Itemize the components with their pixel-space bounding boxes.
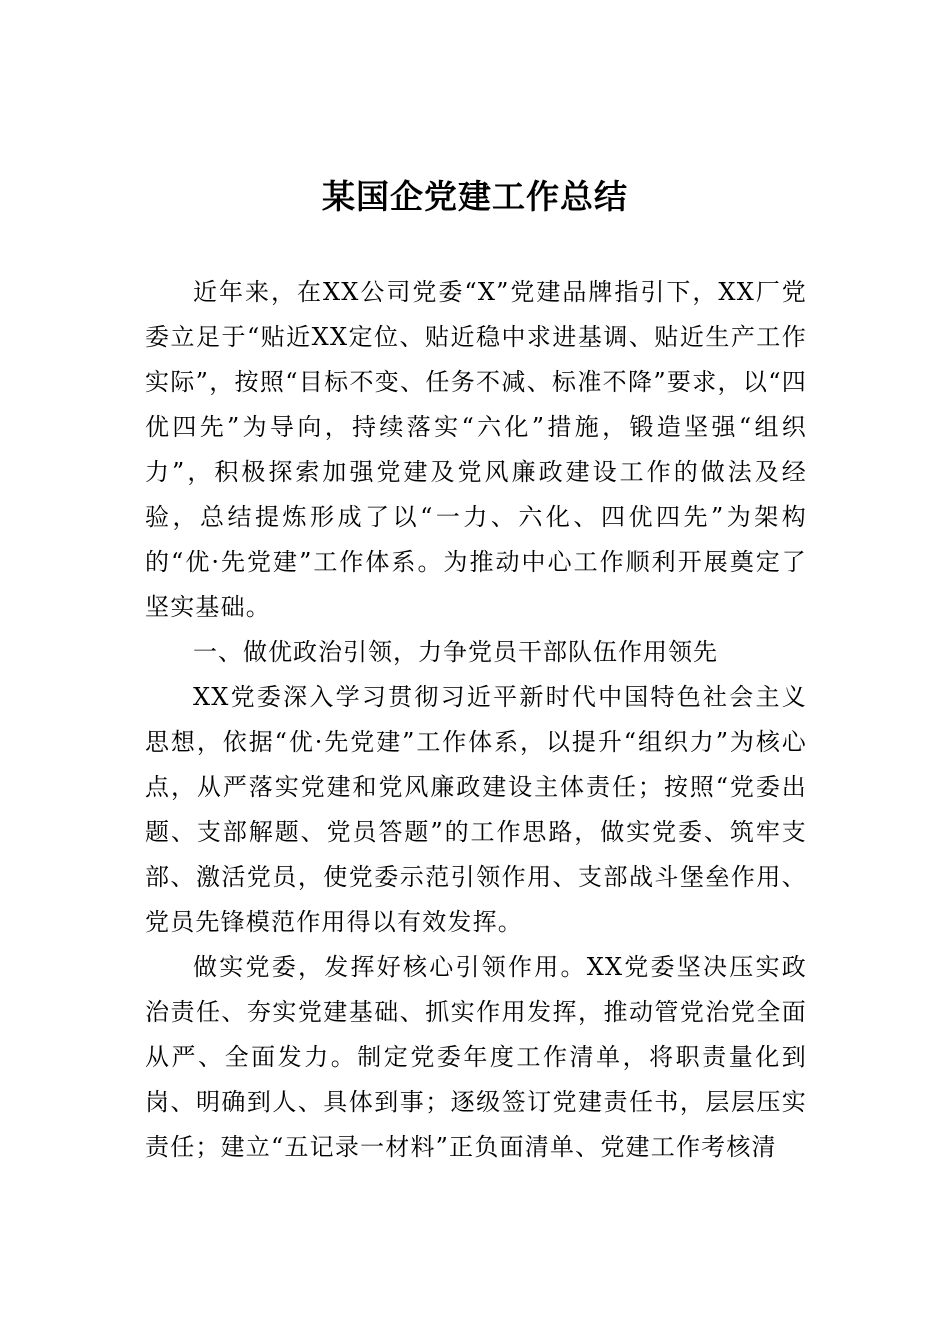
document-body — [145, 270, 807, 1170]
section-heading-1: 一、做优政治引领，力争党员干部队伍作用领先 — [193, 638, 718, 666]
paragraph-intro: 近年来，在XX公司党委“X”党建品牌指引下，XX厂党委立足于“贴近XX定位、贴近稳中求进基调、贴近生产工作实际”，按照“目标不变、任务不减、标准不降”要求，以“四优四先”为导向，持续落实“六化”措施，锻造坚强“组织力”，积极探索加强党建及党风廉政建设工作的做法及经验，总结提炼形成了以“一力、六化、四优四先”为架构的“优·先党建”工作体系。为推动中心工作顺利开展奠定了坚实基础。 — [145, 278, 807, 621]
paragraph-party-committee: 做实党委，发挥好核心引领作用。XX党委坚决压实政治责任、夯实党建基础、抓实作用发挥，推动管党治党全面从严、全面发力。制定党委年度工作清单，将职责量化到岗、明确到人、具体到事；逐级签订党建责任书，层层压实责任；建立“五记录一材料”正负面清单、党建工作考核清 — [145, 953, 807, 1161]
document-title: 某国企党建工作总结 — [322, 177, 628, 216]
paragraph-section-1: XX党委深入学习贯彻习近平新时代中国特色社会主义思想，依据“优·先党建”工作体系，以提升“组织力”为核心点，从严落实党建和党风廉政建设主体责任；按照“党委出题、支部解题、党员答题”的工作思路，做实党委、筑牢支部、激活党员，使党委示范引领作用、支部战斗堡垒作用、党员先锋模范作用得以有效发挥。 — [145, 683, 807, 936]
